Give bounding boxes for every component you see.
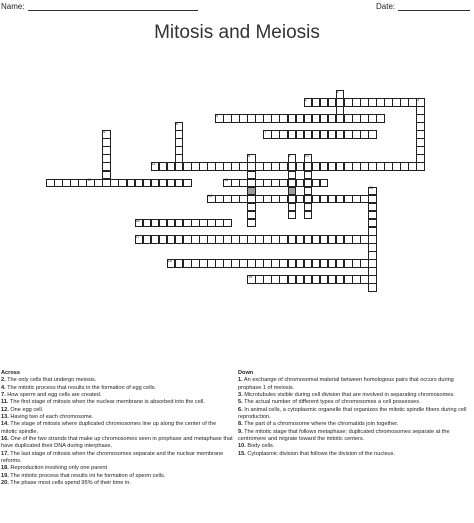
crossword-cell[interactable] — [360, 275, 369, 284]
clue-number-label: 15 — [369, 186, 373, 191]
crossword-cell[interactable] — [320, 179, 329, 188]
crossword-cell[interactable] — [279, 195, 288, 204]
crossword-cell[interactable] — [368, 283, 377, 292]
name-input-line[interactable] — [28, 3, 198, 11]
across-heading: Across — [1, 370, 20, 376]
across-clue — [1, 465, 233, 472]
crossword-cell[interactable] — [368, 130, 377, 139]
crossword-cell[interactable] — [328, 98, 337, 107]
across-clue — [1, 480, 233, 487]
down-clue-number: 1. — [238, 377, 243, 384]
across-clue — [1, 473, 233, 480]
crossword-cell[interactable] — [288, 211, 297, 220]
name-label: Name: — [1, 2, 25, 11]
clue-number-label: 10 — [304, 154, 309, 159]
down-clue — [238, 377, 472, 392]
across-clue-text: The stage of mitosis where duplicated chromosomes line up along the center of the mitotic spindle. — [1, 421, 217, 435]
across-clue-number: 20. — [1, 480, 9, 487]
date-input-line[interactable] — [398, 3, 470, 11]
clue-number-label: 12 — [87, 178, 92, 183]
across-clue — [1, 385, 233, 392]
clue-number-label: 19 — [248, 274, 253, 279]
across-clue-text: Having two of each chromosome. — [8, 414, 94, 421]
crossword-cell[interactable] — [416, 162, 425, 171]
clue-number-label: 5 — [175, 122, 178, 126]
down-clue — [238, 399, 472, 406]
down-clue-number: 10. — [238, 443, 246, 450]
crossword-cell[interactable] — [360, 235, 369, 244]
across-clue-number: 7. — [1, 392, 6, 399]
crossword-cell[interactable] — [239, 195, 248, 204]
crossword-cell[interactable] — [279, 162, 288, 171]
clue-number-label: 1 — [336, 89, 339, 94]
down-clue — [238, 443, 472, 450]
crossword-cell[interactable] — [167, 162, 176, 171]
across-clue-text: One of the two strands that make up chromosomes seen in prophase and metaphase that have duplicated their DNA during interphase. — [1, 436, 233, 450]
clue-number-label: 14 — [208, 194, 212, 199]
across-clue — [1, 392, 233, 399]
across-clue-number: 14. — [1, 421, 9, 428]
clue-number-label: 8 — [248, 154, 251, 159]
across-clue — [1, 421, 233, 436]
across-clue-number: 19. — [1, 472, 9, 479]
down-clue-text: The actual number of different types of chromosomes a cell possesses. — [242, 399, 421, 406]
clue-number-label: 3 — [417, 97, 420, 102]
across-clue-number: 12. — [1, 406, 9, 413]
down-clue — [238, 429, 472, 444]
clue-number-label: 17 — [135, 234, 140, 239]
down-clues — [238, 370, 472, 458]
across-clue-number: 13. — [1, 414, 9, 421]
across-clue-number: 18. — [1, 465, 9, 472]
across-clue-list — [1, 377, 233, 487]
down-clue-number: 15. — [238, 450, 246, 457]
across-clue-text: The last stage of mitosis when the chromosomes separate and the nuclear membrane reforms. — [1, 450, 224, 465]
clue-number-label: 9 — [288, 154, 291, 159]
across-clue-text: The first stage of mitosis when the nuclear membrane is absorbed into the cell. — [8, 399, 205, 406]
down-clue-number: 8. — [238, 421, 243, 428]
down-clue-number: 3. — [238, 392, 243, 399]
crossword-cell[interactable] — [296, 195, 305, 204]
date-header — [376, 2, 470, 11]
crossword-cell[interactable] — [279, 179, 288, 188]
across-clues — [1, 370, 233, 488]
crossword-cell[interactable] — [304, 211, 313, 220]
crossword-cell[interactable] — [223, 219, 232, 228]
name-header — [1, 2, 198, 11]
crossword-cell[interactable] — [183, 179, 192, 188]
down-clue — [238, 421, 472, 428]
down-clue-list — [238, 377, 472, 458]
across-clue-text: The mitotic process that results int he formation of sperm cells. — [8, 472, 166, 479]
across-clue — [1, 407, 233, 414]
clue-number-label: 18 — [167, 258, 172, 263]
down-clue-text: In animal cells, a cytoplasmic organelle that organizes the mitotic spindle fibers during cell reproduction. — [238, 406, 467, 421]
crossword-cell[interactable] — [239, 162, 248, 171]
crossword-cell[interactable] — [247, 219, 256, 228]
across-clue-text: How sperm and egg cells are created. — [5, 392, 102, 399]
clue-number-label: 2 — [304, 97, 307, 102]
across-clue — [1, 399, 233, 406]
across-clue — [1, 436, 233, 451]
down-clue — [238, 451, 472, 458]
down-clue-text: Microtubules visible during cell division that are involved in separating chromosomes. — [242, 392, 455, 399]
page-title: Mitosis and Meiosis — [154, 22, 320, 43]
across-clue-number: 16. — [1, 436, 9, 443]
across-clue-text: Reproduction involving only one parent — [8, 465, 108, 472]
down-clue-number: 5. — [238, 399, 243, 406]
down-heading: Down — [238, 370, 254, 376]
crossword-cell[interactable] — [296, 162, 305, 171]
crossword-cell[interactable] — [360, 259, 369, 268]
clue-number-label: 11 — [151, 162, 156, 167]
across-clue-text: The only cells that undergo meiosis. — [5, 377, 97, 384]
clue-number-label: 16 — [135, 218, 140, 223]
across-clue-number: 11. — [1, 399, 9, 406]
across-clue — [1, 414, 233, 421]
across-clue-number: 4. — [1, 384, 6, 391]
across-clue-text: One egg cell. — [8, 406, 44, 413]
clue-number-label: 13 — [224, 178, 229, 183]
across-clue — [1, 451, 233, 466]
across-clue-text: The mitotic process that results in the formation of egg cells. — [5, 384, 157, 391]
down-clue-number: 9. — [238, 428, 243, 435]
down-clue-text: The part of a chromosome where the chromatids join together. — [242, 421, 399, 428]
crossword-cell[interactable] — [239, 179, 248, 188]
across-clue-number: 17. — [1, 450, 9, 457]
date-label: Date: — [376, 2, 396, 11]
down-clue-number: 6. — [238, 406, 243, 413]
down-clue — [238, 407, 472, 422]
clue-number-label: 7 — [264, 130, 267, 135]
across-clue-number: 2. — [1, 377, 6, 384]
down-clue-text: Cytoplasmic division that follows the division of the nucleus. — [245, 450, 396, 457]
clue-number-label: 4 — [216, 113, 219, 118]
down-clue-text: Body cells. — [245, 443, 275, 450]
down-clue-text: An exchange of chromosomal material between homologous pairs that occurs during prophase 1 of meiosis. — [238, 377, 454, 391]
down-clue — [238, 392, 472, 399]
across-clue-text: The phase most cells spend 95% of their time in. — [8, 480, 131, 487]
down-clue-text: The mitotic stage that follows metaphase; duplicated chromosomes separate at the centromere and migrate toward the mitotic centers. — [238, 428, 450, 443]
clue-number-label: 6 — [103, 130, 106, 135]
across-clue — [1, 377, 233, 384]
crossword-cell[interactable] — [296, 179, 305, 188]
crossword-cell[interactable] — [376, 114, 385, 123]
